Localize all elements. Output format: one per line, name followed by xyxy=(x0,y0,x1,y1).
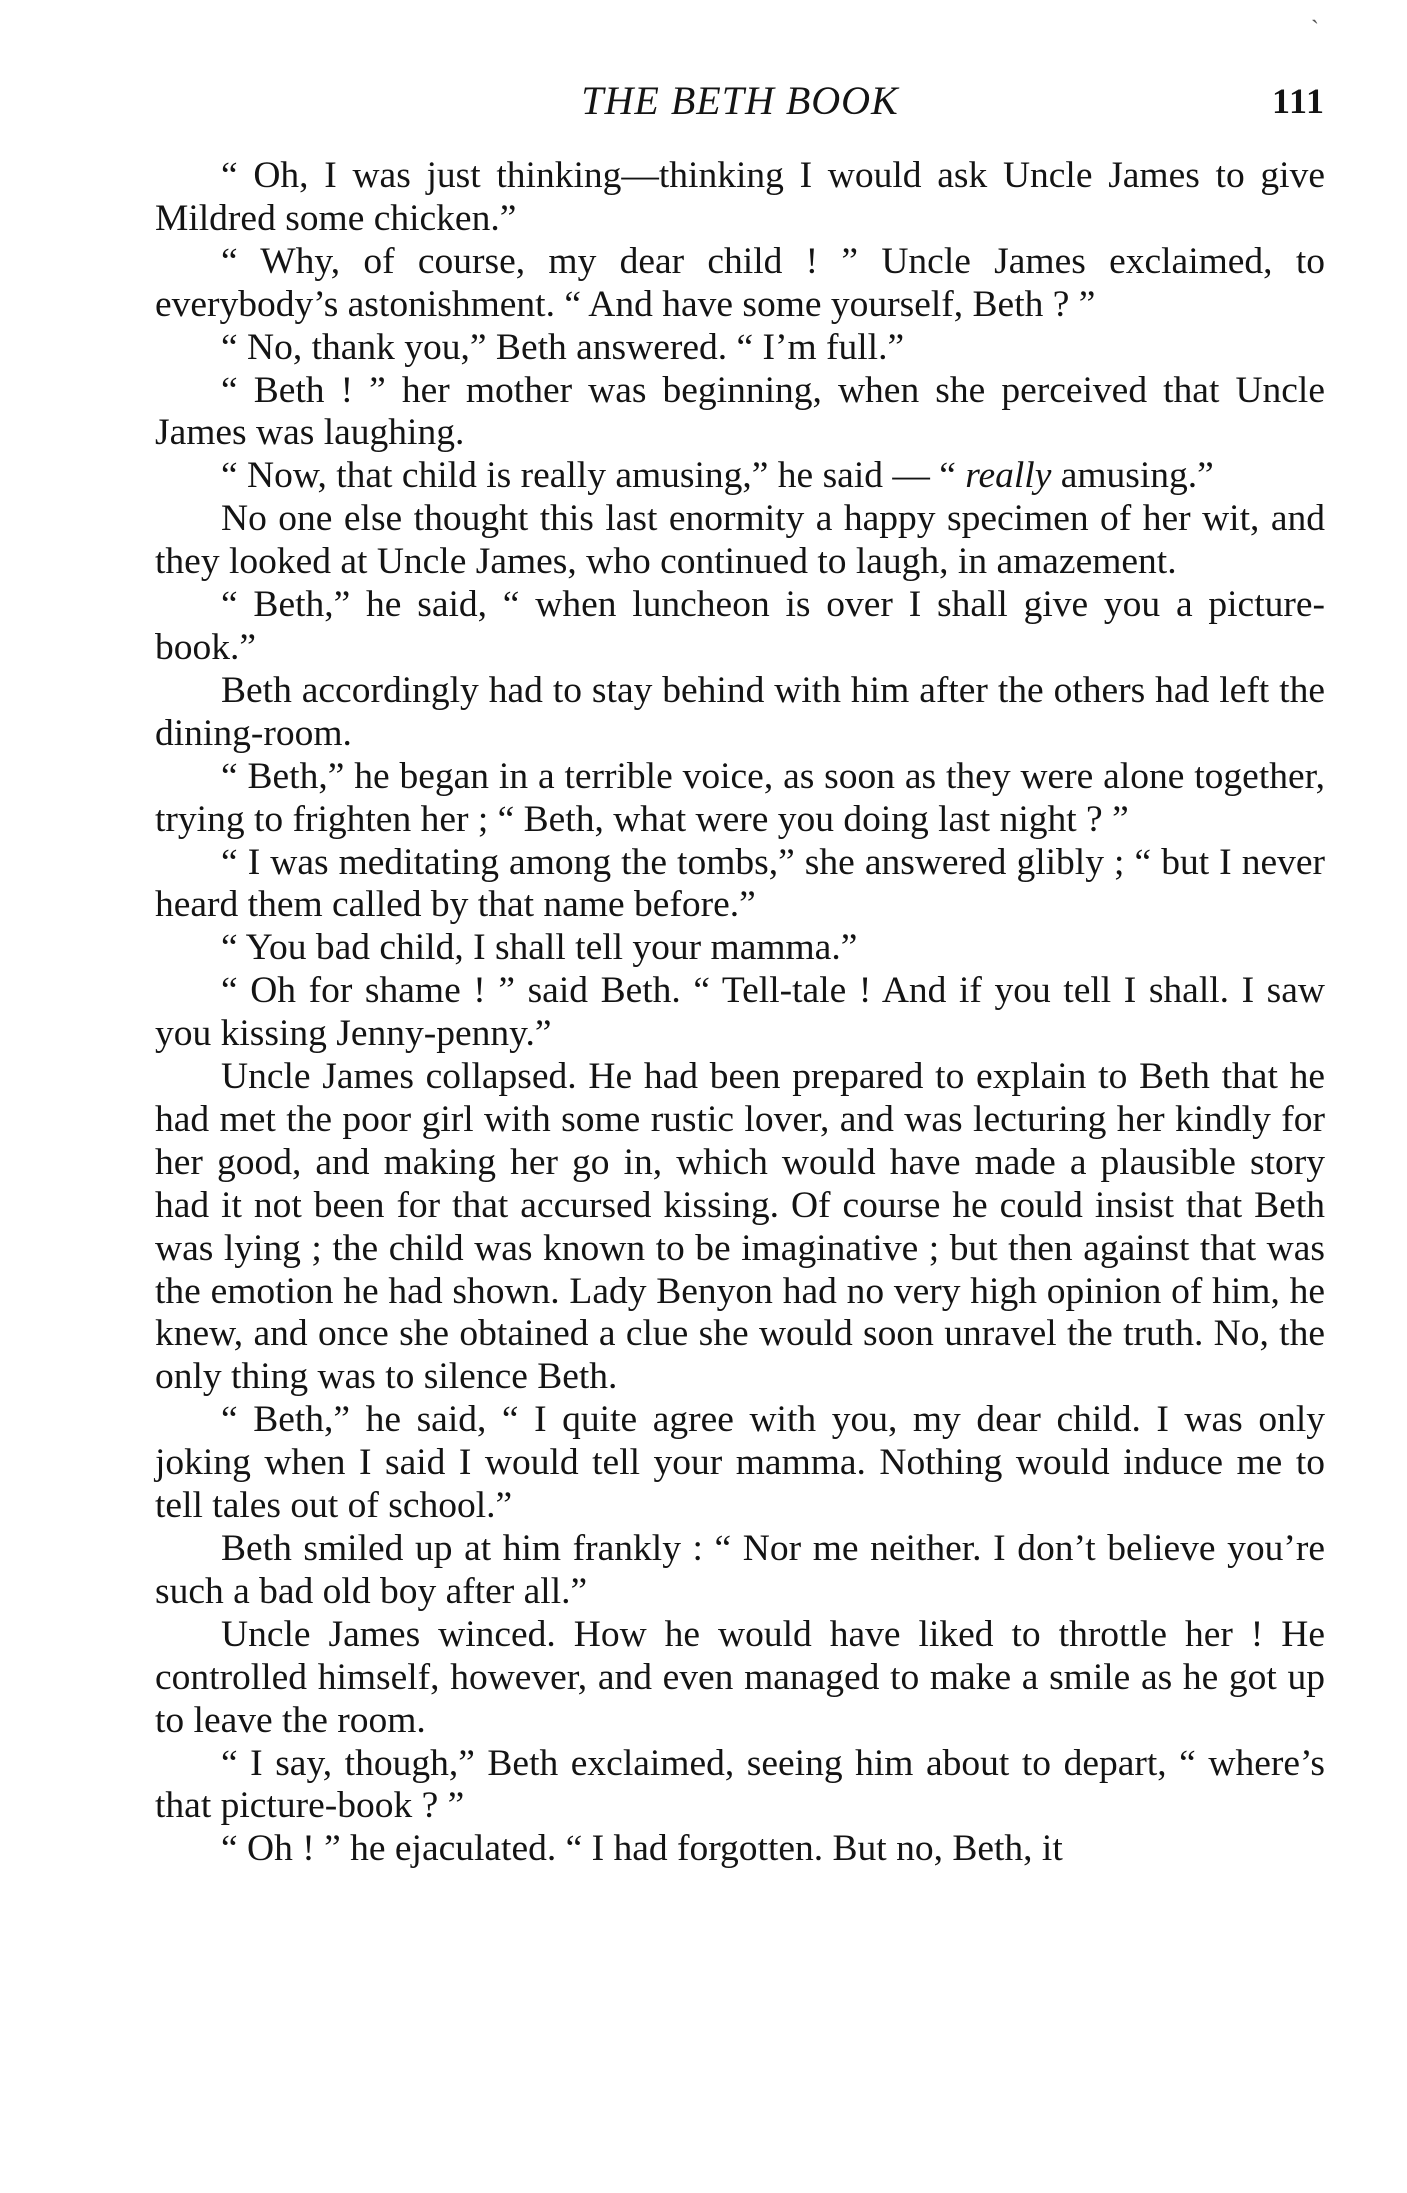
paragraph-16: Uncle James winced. How he would have liked to throttle her ! He controlled himself, however, and even managed to make a smile as he got up to leave the room. xyxy=(155,1613,1325,1741)
paragraph-1: “ Oh, I was just thinking—thinking I would ask Uncle James to give Mildred some chicken.” xyxy=(155,155,1325,239)
paragraph-15: Beth smiled up at him frankly : “ Nor me neither. I don’t believe you’re such a bad old boy after all.” xyxy=(155,1528,1325,1612)
paragraph-8: Beth accordingly had to stay behind with him after the others had left the dining-room. xyxy=(155,669,1325,754)
paragraph-3: “ No, thank you,” Beth answered. “ I’m full.” xyxy=(221,326,905,368)
paragraph-4: “ Beth ! ” her mother was beginning, when she perceived that Uncle James was laughing. xyxy=(155,369,1325,454)
paragraph-12: “ Oh for shame ! ” said Beth. “ Tell-tale ! And if you tell I shall. I saw you kissing Jenny-penny.” xyxy=(155,970,1325,1055)
paragraph-13: Uncle James collapsed. He had been prepared to explain to Beth that he had met the poor girl with some rustic lover, and was lecturing her kindly for her good, and making her go in, which would have made a plausible story had it not been for that accursed kissing. Of course he could insist that Beth was lying ; the child was known to be imaginative ; but then against that was the emotion he had shown. Lady Benyon had no very high opinion of him, he knew, and once she obtained a clue she would soon unravel the truth. No, the only thing was to silence Beth. xyxy=(155,1056,1325,1398)
paragraph-17: “ I say, though,” Beth exclaimed, seeing him about to depart, “ where’s that picture-book ? ” xyxy=(155,1742,1325,1827)
paragraph-2: “ Why, of course, my dear child ! ” Uncle James exclaimed, to everybody’s astonishment. “ And have some yourself, Beth ? ” xyxy=(155,240,1325,325)
paragraph-5 xyxy=(155,455,1325,498)
paragraph-5-after: amusing.” xyxy=(1051,455,1214,497)
paragraph-14: “ Beth,” he said, “ I quite agree with you, my dear child. I was only joking when I said I would tell your mamma. Nothing would induce me to tell tales out of school.” xyxy=(155,1399,1325,1527)
body-text xyxy=(155,155,1325,1871)
paragraph-9: “ Beth,” he began in a terrible voice, as soon as they were alone together, trying to frighten her ; “ Beth, what were you doing last night ? ” xyxy=(155,755,1325,840)
paragraph-6: No one else thought this last enormity a happy specimen of her wit, and they looked at Uncle James, who continued to laugh, in amazement. xyxy=(155,498,1325,583)
page-number: 111 xyxy=(1271,81,1325,121)
emphasis-really: really xyxy=(965,455,1052,497)
paragraph-5-before: “ Now, that child is really amusing,” he said — “ xyxy=(221,455,966,497)
paragraph-7: “ Beth,” he said, “ when luncheon is over I shall give you a picture-book.” xyxy=(155,584,1325,668)
paragraph-18: “ Oh ! ” he ejaculated. “ I had forgotten. But no, Beth, it xyxy=(221,1828,1063,1870)
running-title: THE BETH BOOK xyxy=(581,78,899,123)
page-header xyxy=(155,75,1325,127)
paragraph-11: “ You bad child, I shall tell your mamma.” xyxy=(221,927,858,969)
paragraph-10: “ I was meditating among the tombs,” she answered glibly ; “ but I never heard them called by that name before.” xyxy=(155,841,1325,926)
corner-mark: ` xyxy=(1311,17,1319,43)
